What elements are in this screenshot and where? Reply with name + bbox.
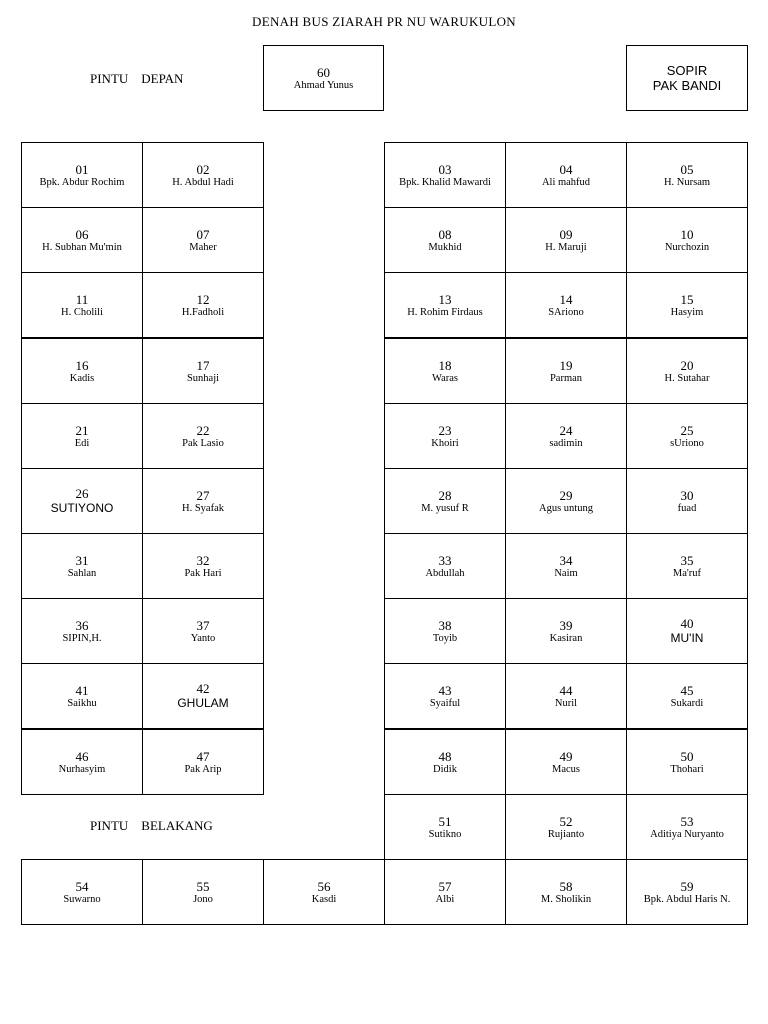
seat-name: Yanto xyxy=(190,632,216,644)
seat-number: 37 xyxy=(196,617,210,633)
seat-name: Nuril xyxy=(554,697,578,709)
seat-name: Syaiful xyxy=(429,697,461,709)
driver-title: SOPIR xyxy=(666,63,708,78)
seat-name: Hasyim xyxy=(670,306,704,318)
seat-number: 16 xyxy=(75,357,89,373)
seat-number: 39 xyxy=(559,617,573,633)
seat-cell xyxy=(384,272,506,338)
seat-name: M. Sholikin xyxy=(540,893,592,905)
seat-cell xyxy=(626,859,748,925)
seat-name: Kasiran xyxy=(549,632,583,644)
seat-number: 24 xyxy=(559,422,573,438)
seat-name: Pak Arip xyxy=(184,763,222,775)
seat-number: 50 xyxy=(680,748,694,764)
seat-name: Sutikno xyxy=(428,828,462,840)
seat-name: Toyib xyxy=(432,632,458,644)
seat-name: Saikhu xyxy=(67,697,97,709)
seat-name: H. Nursam xyxy=(663,176,711,188)
seat-number: 02 xyxy=(196,161,210,177)
seat-cell xyxy=(142,207,264,273)
seat-number: 57 xyxy=(438,878,452,894)
seat-name: fuad xyxy=(677,502,697,514)
seat-name: SUTIYONO xyxy=(50,501,114,515)
seat-name: SIPIN,H. xyxy=(62,632,102,644)
seat-cell xyxy=(626,663,748,729)
seat-cell xyxy=(626,338,748,404)
seat-number: 44 xyxy=(559,682,573,698)
seat-cell xyxy=(142,729,264,795)
seat-number: 01 xyxy=(75,161,89,177)
seat-name: sUriono xyxy=(670,437,704,449)
seat-cell xyxy=(626,533,748,599)
seat-cell xyxy=(384,729,506,795)
seat-number: 38 xyxy=(438,617,452,633)
seat-name: Suwarno xyxy=(63,893,101,905)
seat-cell xyxy=(626,729,748,795)
seat-cell xyxy=(21,207,143,273)
seat-cell xyxy=(505,533,627,599)
seat-name: SAriono xyxy=(548,306,584,318)
seat-number: 15 xyxy=(680,291,694,307)
seat-name: M. yusuf R xyxy=(421,502,469,514)
seat-name: H. Abdul Hadi xyxy=(172,176,234,188)
seat-name: Kasdi xyxy=(311,893,337,905)
seat-cell xyxy=(142,598,264,664)
seat-name: Rujianto xyxy=(547,828,585,840)
seat-cell xyxy=(384,533,506,599)
seat-number: 48 xyxy=(438,748,452,764)
seat-number: 20 xyxy=(680,357,694,373)
driver-box xyxy=(626,45,748,111)
seat-cell xyxy=(21,403,143,469)
seat-name: sadimin xyxy=(549,437,583,449)
seat-name: Sukardi xyxy=(670,697,704,709)
seat-name: Bpk. Abdur Rochim xyxy=(39,176,125,188)
seat-number: 47 xyxy=(196,748,210,764)
seat-name: H. Sutahar xyxy=(664,372,710,384)
seat-name: Ahmad Yunus xyxy=(293,79,354,91)
driver-name: PAK BANDI xyxy=(652,78,722,93)
seat-cell xyxy=(21,468,143,534)
seat-cell xyxy=(505,207,627,273)
seat-name: H. Rohim Firdaus xyxy=(407,306,483,318)
seat-number: 35 xyxy=(680,552,694,568)
seat-cell xyxy=(505,663,627,729)
seat-number: 60 xyxy=(317,64,330,80)
seat-cell xyxy=(626,207,748,273)
seat-cell xyxy=(21,533,143,599)
seat-number: 18 xyxy=(438,357,452,373)
seat-cell xyxy=(384,142,506,208)
seat-number: 54 xyxy=(75,878,89,894)
seat-cell xyxy=(142,272,264,338)
seat-name: Pak Lasio xyxy=(182,437,224,449)
seat-cell xyxy=(21,272,143,338)
seat-number: 33 xyxy=(438,552,452,568)
seat-cell xyxy=(505,142,627,208)
seat-cell xyxy=(142,859,264,925)
seat-cell xyxy=(505,468,627,534)
seat-name: MU'IN xyxy=(670,631,704,645)
seat-number: 41 xyxy=(75,682,89,698)
seat-number: 03 xyxy=(438,161,452,177)
seat-number: 36 xyxy=(75,617,89,633)
seat-cell xyxy=(142,403,264,469)
seat-cell xyxy=(142,663,264,729)
seat-number: 13 xyxy=(438,291,452,307)
seat-number: 55 xyxy=(196,878,210,894)
seat-cell xyxy=(384,403,506,469)
seat-name: H. Maruji xyxy=(545,241,587,253)
seat-number: 27 xyxy=(196,487,210,503)
seat-cell xyxy=(384,207,506,273)
seat-cell xyxy=(626,468,748,534)
page-title: DENAH BUS ZIARAH PR NU WARUKULON xyxy=(252,14,516,29)
seat-name: Pak Hari xyxy=(184,567,222,579)
seat-cell xyxy=(21,729,143,795)
seat-number: 34 xyxy=(559,552,573,568)
seat-number: 28 xyxy=(438,487,452,503)
seat-number: 40 xyxy=(680,616,694,631)
seat-name: Waras xyxy=(432,372,458,384)
seat-cell xyxy=(626,598,748,664)
seat-number: 51 xyxy=(438,813,452,829)
front-door-label: PINTU DEPAN xyxy=(90,71,184,86)
seat-cell xyxy=(384,338,506,404)
seat-cell xyxy=(384,598,506,664)
seat-cell xyxy=(142,533,264,599)
seat-name: Albi xyxy=(435,893,455,905)
seat-cell xyxy=(21,859,143,925)
seat-number: 22 xyxy=(196,422,210,438)
seat-number: 32 xyxy=(196,552,210,568)
seat-cell xyxy=(21,338,143,404)
seat-cell xyxy=(505,272,627,338)
seat-cell xyxy=(142,338,264,404)
seat-number: 07 xyxy=(196,226,210,242)
seat-name: Naim xyxy=(554,567,578,579)
seat-cell xyxy=(626,403,748,469)
seat-cell xyxy=(505,729,627,795)
seat-cell xyxy=(505,338,627,404)
seat-name: Maher xyxy=(189,241,217,253)
seat-cell xyxy=(626,794,748,860)
seat-name: Mukhid xyxy=(428,241,462,253)
seat-cell xyxy=(142,468,264,534)
seat-cell xyxy=(21,663,143,729)
seat-number: 05 xyxy=(680,161,694,177)
seat-name: Jono xyxy=(193,893,213,905)
seat-name: H. Cholili xyxy=(60,306,103,318)
seat-name: Abdullah xyxy=(425,567,465,579)
seat-number: 42 xyxy=(196,681,210,696)
seat-number: 14 xyxy=(559,291,573,307)
seat-name: Parman xyxy=(549,372,583,384)
seat-number: 09 xyxy=(559,226,573,242)
seat-name: Kadis xyxy=(69,372,95,384)
seat-number: 49 xyxy=(559,748,573,764)
seat-name: Sunhaji xyxy=(186,372,220,384)
seat-number: 25 xyxy=(680,422,694,438)
seat-number: 21 xyxy=(75,422,89,438)
seat-cell xyxy=(384,468,506,534)
seat-number: 23 xyxy=(438,422,452,438)
seat-name: Agus untung xyxy=(539,502,593,514)
seat-name: Sahlan xyxy=(67,567,97,579)
seat-number: 30 xyxy=(680,487,694,503)
seat-name: Didik xyxy=(433,763,457,775)
seat-name: Ali mahfud xyxy=(541,176,591,188)
seat-number: 08 xyxy=(438,226,452,242)
seat-cell xyxy=(263,859,385,925)
seat-cell xyxy=(626,142,748,208)
seat-name: Bpk. Khalid Mawardi xyxy=(399,176,491,188)
seat-number: 17 xyxy=(196,357,210,373)
seat-number: 46 xyxy=(75,748,89,764)
seat-number: 19 xyxy=(559,357,573,373)
seat-cell xyxy=(626,272,748,338)
seat-cell xyxy=(21,598,143,664)
seat-number: 31 xyxy=(75,552,89,568)
front-seat xyxy=(263,45,384,111)
seat-number: 11 xyxy=(75,291,89,307)
seat-cell xyxy=(384,663,506,729)
seat-name: Aditiya Nuryanto xyxy=(650,828,724,840)
seat-cell xyxy=(384,794,506,860)
seat-number: 56 xyxy=(317,878,331,894)
back-door-label: PINTU BELAKANG xyxy=(90,818,213,833)
seat-cell xyxy=(142,142,264,208)
seat-cell xyxy=(505,794,627,860)
seat-number: 06 xyxy=(75,226,89,242)
seat-cell xyxy=(505,859,627,925)
seat-name: GHULAM xyxy=(177,696,229,710)
seat-name: H. Subhan Mu'min xyxy=(42,241,122,253)
seat-name: Bpk. Abdul Haris N. xyxy=(643,893,731,905)
seat-number: 29 xyxy=(559,487,573,503)
seat-name: Edi xyxy=(74,437,90,449)
seat-name: H. Syafak xyxy=(182,502,224,514)
seat-number: 26 xyxy=(75,486,89,501)
seat-name: Ma'ruf xyxy=(672,567,702,579)
seat-cell xyxy=(505,403,627,469)
seat-number: 43 xyxy=(438,682,452,698)
seat-number: 12 xyxy=(196,291,210,307)
seat-number: 59 xyxy=(680,878,694,894)
seat-cell xyxy=(21,142,143,208)
seat-name: Thohari xyxy=(670,763,704,775)
seat-number: 53 xyxy=(680,813,694,829)
seat-number: 58 xyxy=(559,878,573,894)
seat-cell xyxy=(505,598,627,664)
seat-name: Nurhasyim xyxy=(58,763,106,775)
seat-name: H.Fadholi xyxy=(181,306,225,318)
seat-name: Macus xyxy=(552,763,580,775)
seat-cell xyxy=(384,859,506,925)
seat-number: 52 xyxy=(559,813,573,829)
seat-name: Khoiri xyxy=(431,437,459,449)
seat-number: 04 xyxy=(559,161,573,177)
seat-number: 10 xyxy=(680,226,694,242)
seat-name: Nurchozin xyxy=(664,241,710,253)
seat-number: 45 xyxy=(680,682,694,698)
